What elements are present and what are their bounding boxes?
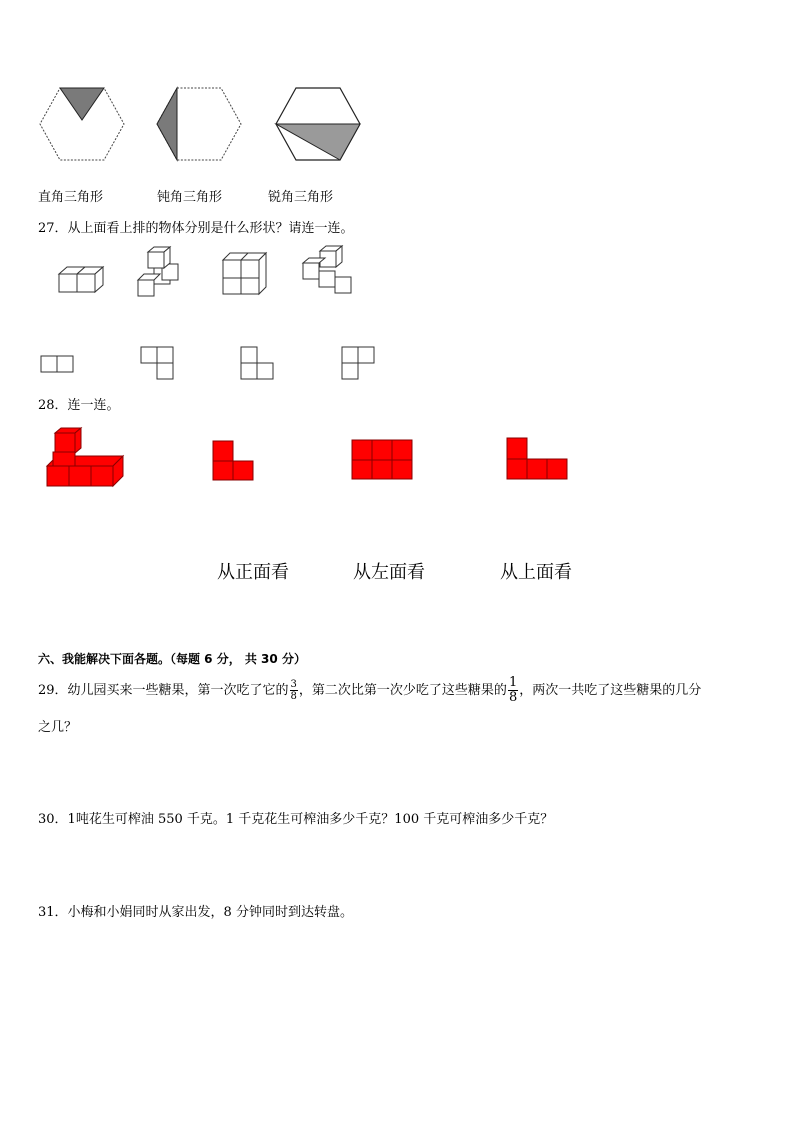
- view-label-left: 从左面看: [353, 562, 425, 583]
- cube-object-1: [55, 258, 105, 300]
- hexagon-right-triangle-figure: [38, 85, 128, 165]
- top-view-shape-3: [240, 346, 276, 382]
- red-view-top: [506, 437, 570, 481]
- top-view-shape-2: [140, 346, 176, 382]
- question-29-line-2: 之几？: [38, 720, 78, 735]
- view-label-front: 从正面看: [217, 562, 289, 583]
- cube-object-2: [135, 246, 190, 301]
- question-29-line-1: [38, 676, 701, 706]
- hexagon-label-right: 直角三角形: [38, 190, 104, 205]
- top-view-shape-1: [40, 355, 76, 375]
- top-view-shape-4: [341, 346, 377, 382]
- hexagon-label-obtuse: 钝角三角形: [157, 190, 223, 205]
- red-view-left: [212, 440, 256, 482]
- question-29-part-1: 29．幼儿园买来一些糖果，第一次吃了它的: [38, 683, 289, 698]
- question-30-text: 30．1吨花生可榨油 550 千克。1 千克花生可榨油多少千克？100 千克可榨油多少千克？: [38, 812, 554, 827]
- view-label-top: 从上面看: [500, 562, 572, 583]
- hexagon-label-acute: 锐角三角形: [268, 190, 334, 205]
- question-29-part-3: ，两次一共吃了这些糖果的几分: [519, 683, 702, 698]
- question-29-part-2: ，第二次比第一次少吃了这些糖果的: [298, 683, 507, 698]
- question-27-text: 27．从上面看上排的物体分别是什么形状？请连一连。: [38, 221, 354, 236]
- cube-object-3: [220, 250, 270, 298]
- question-31-text: 31．小梅和小娟同时从家出发，8 分钟同时到达转盘。: [38, 905, 353, 920]
- fraction-three-eighths: $\frac{3}{8}$: [290, 679, 297, 702]
- question-28-text: 28．连一连。: [38, 398, 120, 413]
- red-view-front: [351, 439, 415, 481]
- red-cube-solid: [45, 428, 127, 490]
- hexagon-acute-triangle-figure: [274, 85, 364, 165]
- section-6-title: 六、我能解决下面各题。（每题 6 分， 共 30 分）: [38, 652, 306, 666]
- hexagon-obtuse-triangle-figure: [155, 85, 245, 165]
- cube-object-4: [300, 243, 355, 298]
- fraction-one-eighth: $\frac{1}{8}$: [508, 675, 518, 705]
